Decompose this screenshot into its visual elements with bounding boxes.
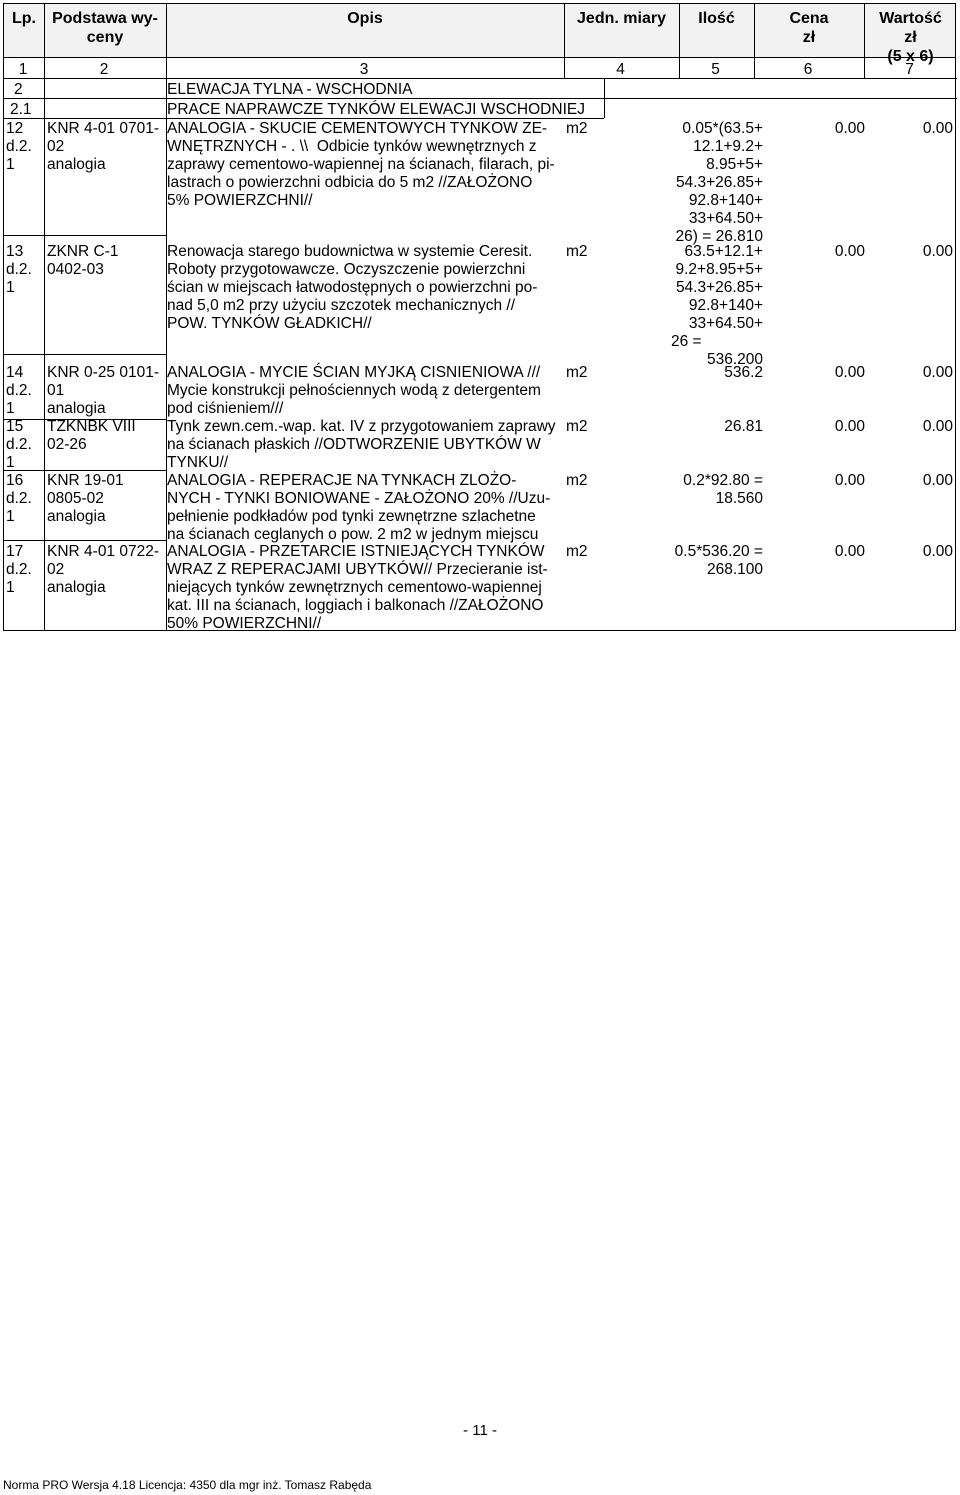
row12-ilosc: 0.05*(63.5+ 12.1+9.2+ 8.95+5+ 54.3+26.85+ 92.8+140+ 33+64.50+ 26) = 26.810: [675, 120, 763, 245]
row17-podstawa: KNR 4-01 0722- 02 analogia: [47, 543, 160, 596]
header-wartosc: [864, 4, 957, 65]
row17-lp: 17 d.2. 1: [6, 543, 32, 596]
row14-ilosc: 536.2: [724, 364, 763, 381]
row16-wartosc: 0.00: [922, 472, 953, 489]
row16-ilosc: 0.2*92.80 = 18.560: [683, 472, 763, 507]
row13-ilosc-eq: 26 =: [671, 333, 702, 350]
row12-wartosc: 0.00: [922, 120, 953, 137]
row14-jm: m2: [566, 364, 588, 381]
colnum-1: 1: [18, 61, 28, 78]
row15-wartosc: 0.00: [922, 418, 953, 435]
row16-podstawa: KNR 19-01 0805-02 analogia: [47, 472, 124, 525]
header-wartosc-line2: zł: [904, 29, 917, 46]
row12-lp: 12 d.2. 1: [6, 120, 32, 173]
header-podstawa-line2: ceny: [86, 29, 124, 46]
row13-cena: 0.00: [834, 243, 865, 260]
row14-wartosc: 0.00: [922, 364, 953, 381]
colnum-6: 6: [803, 61, 813, 78]
row15-podstawa: TZKNBK VIII 02-26: [47, 418, 136, 453]
header-cena-line1: Cena: [789, 10, 829, 27]
row13-ilosc-total: 536.200: [706, 351, 763, 368]
row13-jm: m2: [566, 243, 588, 260]
colnum-4: 4: [616, 61, 625, 78]
section-number: 2: [14, 81, 23, 98]
header-cena: [754, 4, 864, 59]
row15-ilosc: 26.81: [724, 418, 763, 435]
table-header: [3, 3, 956, 65]
row12-cena: 0.00: [834, 120, 865, 137]
row16-jm: m2: [566, 472, 588, 489]
license-footer: Norma PRO Wersja 4.18 Licencja: 4350 dla mgr inż. Tomasz Rabęda: [3, 1478, 372, 1492]
row13-wartosc: 0.00: [922, 243, 953, 260]
row15-opis: Tynk zewn.cem.-wap. kat. IV z przygotowaniem zaprawy na ścianach płaskich //ODTWORZENIE UBYTKÓW W TYNKU//: [167, 418, 556, 471]
header-lp: Lp.: [12, 10, 36, 27]
row16-lp: 16 d.2. 1: [6, 472, 32, 525]
row12-opis: ANALOGIA - SKUCIE CEMENTOWYCH TYNKOW ZE- WNĘTRZNYCH - . \\ Odbicie tynków wewnętrznych z zaprawy cementowo-wapiennej na ścianach, filarach, pi- lastrach o powierzchni odbicia do 5 m2 //ZAŁOŻONO 5% POWIERZCHNI//: [167, 120, 555, 209]
row14-opis: ANALOGIA - MYCIE ŚCIAN MYJKĄ CISNIENIOWA /// Mycie konstrukcji pełnościennych wodą z detergentem pod ciśnieniem///: [167, 364, 541, 417]
row17-jm: m2: [566, 543, 588, 560]
header-ilosc: Ilość: [698, 10, 735, 27]
row17-ilosc: 0.5*536.20 = 268.100: [674, 543, 763, 578]
row15-jm: m2: [566, 418, 588, 435]
colnum-3: 3: [359, 61, 369, 78]
row13-podstawa: ZKNR C-1 0402-03: [47, 243, 119, 278]
header-cena-line2: zł: [802, 29, 816, 46]
row17-opis: ANALOGIA - PRZETARCIE ISTNIEJĄCYCH TYNKÓW WRAZ Z REPERACJAMI UBYTKÓW// Przecieranie ist- niejących tynków zewnętrznych cementowo-wapiennej kat. III na ścianach, loggiach i balkonach //ZAŁOŻONO 50% POWIERZCHNI//: [167, 543, 548, 632]
page-number: - 11 -: [463, 1422, 497, 1439]
colnum-7: 7: [905, 61, 914, 78]
header-podstawa-line1: Podstawa wy-: [52, 10, 158, 27]
header-wartosc-line3: (5 x 6): [887, 48, 934, 65]
row13-opis: Renowacja starego budownictwa w systemie Ceresit. Roboty przygotowawcze. Oczyszczenie powierzchni ścian w miejscach łatwodostępnych o powierzchni po- nad 5,0 m2 przy użyciu szczotek mechanicznych // POW. TYNKÓW GŁADKICH//: [167, 243, 538, 332]
row12-podstawa: KNR 4-01 0701- 02 analogia: [47, 120, 160, 173]
colnum-5: 5: [711, 61, 720, 78]
row13-ilosc: 63.5+12.1+ 9.2+8.95+5+ 54.3+26.85+ 92.8+140+ 33+64.50+: [675, 243, 763, 332]
header-opis: Opis: [347, 10, 383, 27]
header-jedn: Jedn. miary: [577, 10, 666, 27]
row16-opis: ANALOGIA - REPERACJE NA TYNKACH ZLOŻO- NYCH - TYNKI BONIOWANE - ZAŁOŻONO 20% //Uzu- pełnienie podkładów pod tynki zewnętrzne szlachetne na ścianach ceglanych o pow. 2 m2 w jednym miejscu: [167, 472, 551, 543]
row14-lp: 14 d.2. 1: [6, 364, 32, 417]
row17-wartosc: 0.00: [922, 543, 953, 560]
row14-podstawa: KNR 0-25 0101- 01 analogia: [47, 364, 160, 417]
subsection-number: 2.1: [10, 101, 32, 118]
row17-cena: 0.00: [834, 543, 865, 560]
row15-cena: 0.00: [834, 418, 865, 435]
header-wartosc-line1: Wartość: [879, 10, 942, 27]
section-title: ELEWACJA TYLNA - WSCHODNIA: [167, 81, 413, 98]
row12-jm: m2: [566, 120, 588, 137]
row16-cena: 0.00: [834, 472, 865, 489]
row15-lp: 15 d.2. 1: [6, 418, 32, 471]
row13-lp: 13 d.2. 1: [6, 243, 32, 296]
colnum-2: 2: [99, 61, 109, 78]
subsection-title: PRACE NAPRAWCZE TYNKÓW ELEWACJI WSCHODNIEJ: [167, 101, 585, 118]
header-podstawa: [44, 4, 166, 59]
row14-cena: 0.00: [834, 364, 865, 381]
